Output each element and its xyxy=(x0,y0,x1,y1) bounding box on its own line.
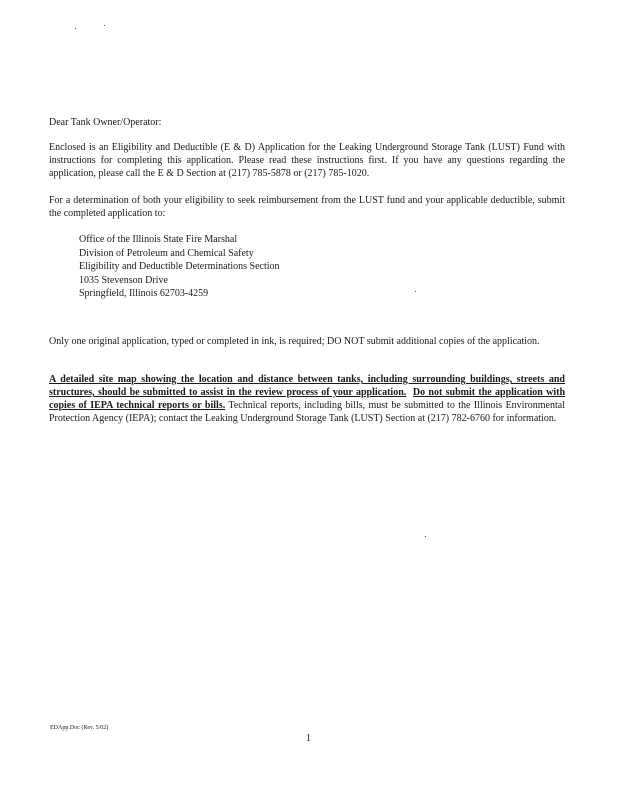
scan-speck xyxy=(425,536,426,537)
site-map-requirement: A detailed site map showing the location and distance between tanks, including surrounding buildings, streets and structures, should be submitted to assist in the review process of your application. xyxy=(49,374,565,398)
page-number: 1 xyxy=(306,733,311,744)
address-line: Eligibility and Deductible Determinations Section xyxy=(79,261,280,272)
intro-paragraph: Enclosed is an Eligibility and Deductible (E & D) Application for the Leaking Underground Storage Tank (LUST) Fund with instructions for completing this application. Please read these instructions first. If you have any questions regarding the application, please call the E & D Section at (217) 785-5878 or (217) 785-1020. xyxy=(49,142,565,179)
address-line: Springfield, Illinois 62703-4259 xyxy=(79,288,209,299)
scan-speck xyxy=(104,25,105,26)
original-application-paragraph: Only one original application, typed or completed in ink, is required; DO NOT submit additional copies of the application. xyxy=(49,336,540,347)
address-line: 1035 Stevenson Drive xyxy=(79,274,168,286)
form-identifier: EDApp.Doc (Rev. 5/02) xyxy=(50,725,109,731)
address-line: Division of Petroleum and Chemical Safety xyxy=(79,247,254,259)
technical-reports-note: Technical reports, including bills, must be submitted to the Illinois Environmental Protection Agency (IEPA); contact the Leaking Underground Storage Tank (LUST) Section at (217) 782-6760 for information. xyxy=(49,400,565,424)
no-copies-notice: Do not submit the application with copies of IEPA technical reports or bills. xyxy=(49,387,566,411)
address-line: Office of the Illinois State Fire Marshal xyxy=(79,234,238,245)
salutation: Dear Tank Owner/Operator: xyxy=(49,117,162,128)
submission-paragraph: For a determination of both your eligibility to seek reimbursement from the LUST fund and your applicable deductible, submit the completed application to: xyxy=(49,195,565,219)
site-map-paragraph xyxy=(49,373,565,425)
scan-speck xyxy=(75,28,76,29)
mailing-address xyxy=(79,233,479,301)
